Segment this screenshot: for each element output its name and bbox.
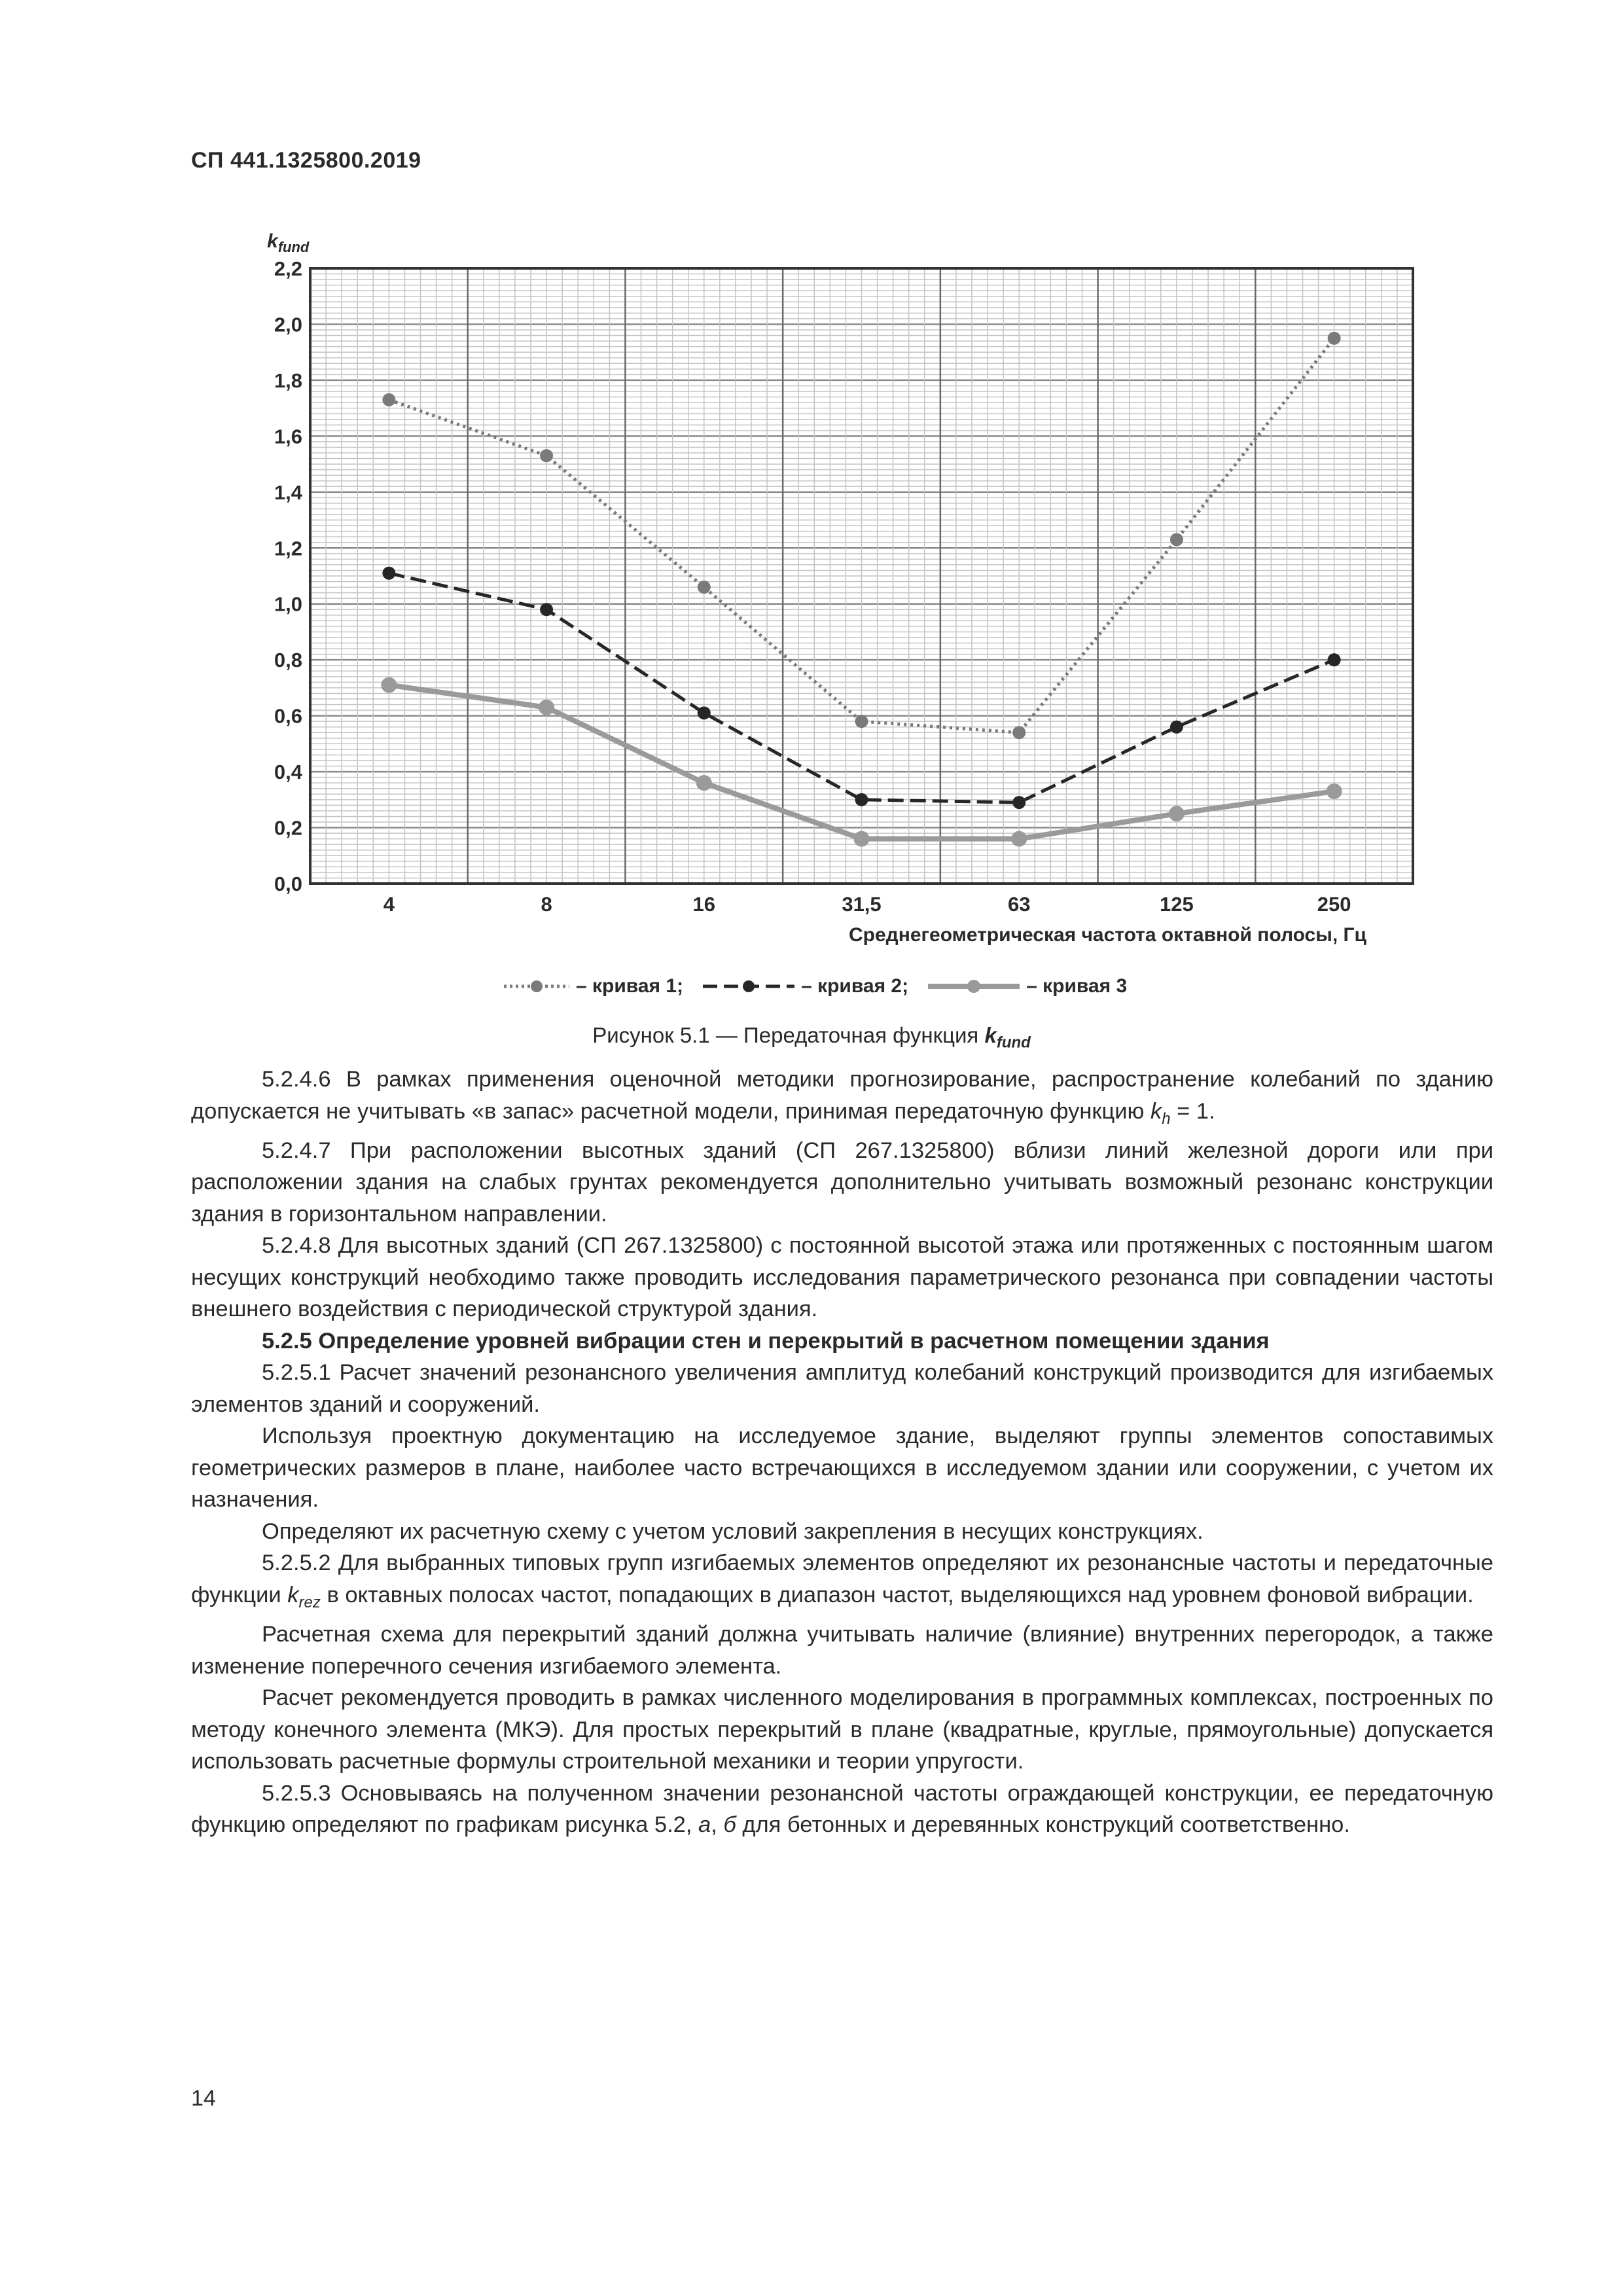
x-tick-label: 8 [541, 893, 552, 916]
x-tick-label: 63 [1007, 893, 1031, 916]
data-point-curve-1 [1012, 726, 1026, 739]
y-axis-label: $k_{fund}$ [267, 230, 310, 255]
legend-label-curve-3: – кривая 3 [1026, 975, 1128, 997]
document-header: СП 441.1325800.2019 [191, 148, 421, 173]
paragraph-5-2-4-6: 5.2.4.6 В рамках применения оценочной методики прогнозирование, распространение колебаний по зданию допускается не учитывать «в запас» расчетной модели, принимая передаточную функцию $k_h = 1$. [191, 1067, 1493, 1128]
chart-legend [504, 975, 1147, 997]
y-tick-label: 0,4 [274, 761, 302, 784]
data-point-curve-3 [1327, 783, 1342, 799]
legend-swatch-dotted [504, 980, 569, 993]
y-tick-label: 1,8 [274, 368, 302, 392]
legend-item-curve-1 [504, 975, 683, 997]
data-point-curve-1 [855, 715, 868, 728]
x-tick-label: 250 [1317, 893, 1351, 916]
x-tick-label: 125 [1160, 893, 1194, 916]
data-point-curve-2 [382, 567, 395, 580]
y-tick-label: 1,6 [274, 425, 302, 448]
data-point-curve-3 [696, 775, 712, 791]
legend-label-curve-2: – кривая 2; [801, 975, 909, 997]
data-point-curve-2 [540, 603, 553, 616]
data-point-curve-1 [1170, 533, 1183, 546]
y-tick-label: 0,8 [274, 649, 302, 672]
y-tick-label: 0,6 [274, 704, 302, 728]
page-number: 14 [191, 2086, 216, 2111]
data-point-curve-2 [1328, 653, 1341, 666]
legend-swatch-dashed [703, 980, 794, 993]
y-tick-label: 0,0 [274, 872, 302, 895]
y-tick-label: 0,2 [274, 816, 302, 840]
y-tick-label: 2,0 [274, 313, 302, 336]
data-point-curve-3 [1011, 831, 1027, 847]
data-point-curve-2 [1012, 796, 1026, 809]
y-tick-label: 1,4 [274, 480, 302, 504]
x-tick-label: 16 [692, 893, 716, 916]
paragraph-5-2-5-1: 5.2.5.1 Расчет значений резонансного увеличения амплитуд колебаний конструкций производится для изгибаемых элементов зданий и сооружений. [191, 1360, 1493, 1417]
data-point-curve-3 [1169, 806, 1185, 821]
paragraph-design-scheme: Определяют их расчетную схему с учетом условий закрепления в несущих конструкциях. [262, 1518, 1204, 1544]
y-tick-label: 1,2 [274, 537, 302, 560]
figure-caption: Рисунок 5.1 — Передаточная функция $k_{fund}$ [592, 1023, 1031, 1052]
body-text [191, 1064, 1493, 1841]
paragraph-5-2-4-8: 5.2.4.8 Для высотных зданий (СП 267.1325800) с постоянной высотой этажа или протяженных с постоянным шагом несущих конструкций необходимо также проводить исследования параметрического резонанса при совпадении частоты внешнего воздействия с периодической структурой здания. [191, 1233, 1493, 1322]
x-axis-title: Среднегеометрическая частота октавной полосы, Гц [849, 924, 1366, 946]
legend-item-curve-3 [928, 975, 1127, 997]
section-heading-5-2-5: 5.2.5 Определение уровней вибрации стен и перекрытий в расчетном помещении здания [262, 1328, 1270, 1354]
legend-label-curve-1: – кривая 1; [576, 975, 684, 997]
paragraph-project-docs: Используя проектную документацию на исследуемое здание, выделяют группы элементов сопоставимых геометрических размеров в плане, наиболее часто встречающихся в исследуемом здании или сооружении, с учетом их назначения. [191, 1424, 1493, 1513]
data-point-curve-1 [382, 393, 395, 406]
paragraph-fem-calculation: Расчет рекомендуется проводить в рамках численного моделирования в программных комплексах, построенных по методу конечного элемента (МКЭ). Для простых перекрытий в плане (квадратные, круглые, прямоугольные) допускается использовать расчетные формулы строительной механики и теории упругости. [191, 1685, 1493, 1774]
paragraph-5-2-4-7: 5.2.4.7 При расположении высотных зданий (СП 267.1325800) вблизи линий железной дороги или при расположении здания на слабых грунтах рекомендуется дополнительно учитывать возможный резонанс конструкции здания в горизонтальном направлении. [191, 1138, 1493, 1227]
y-tick-label: 1,0 [274, 592, 302, 616]
data-point-curve-3 [381, 677, 397, 693]
data-point-curve-2 [698, 706, 711, 719]
data-point-curve-2 [1170, 721, 1183, 734]
data-point-curve-3 [539, 700, 554, 715]
legend-swatch-solid [928, 980, 1020, 993]
paragraph-5-2-5-3: 5.2.5.3 Основываясь на полученном значении резонансной частоты ограждающей конструкции, ее передаточную функцию определяют по графикам рисунка 5.2, а, б для бетонных и деревянных конструкций соответственно. [191, 1780, 1493, 1838]
data-point-curve-1 [1328, 332, 1341, 345]
x-tick-label: 31,5 [842, 893, 882, 916]
data-point-curve-2 [855, 793, 868, 806]
x-tick-label: 4 [383, 893, 395, 916]
data-point-curve-1 [540, 449, 553, 462]
paragraph-5-2-5-2: 5.2.5.2 Для выбранных типовых групп изгибаемых элементов определяют их резонансные частоты и передаточные функции $k_{rez}$ в октавных полосах частот, попадающих в диапазон частот, выделяющихся над уровнем фоновой вибрации. [191, 1551, 1493, 1611]
legend-item-curve-2 [703, 975, 908, 997]
y-tick-label: 2,2 [274, 257, 302, 280]
data-point-curve-1 [698, 581, 711, 594]
transfer-function-chart [0, 0, 1623, 929]
data-point-curve-3 [854, 831, 870, 847]
paragraph-floor-scheme: Расчетная схема для перекрытий зданий должна учитывать наличие (влияние) внутренних перегородок, а также изменение поперечного сечения изгибаемого элемента. [191, 1622, 1493, 1679]
